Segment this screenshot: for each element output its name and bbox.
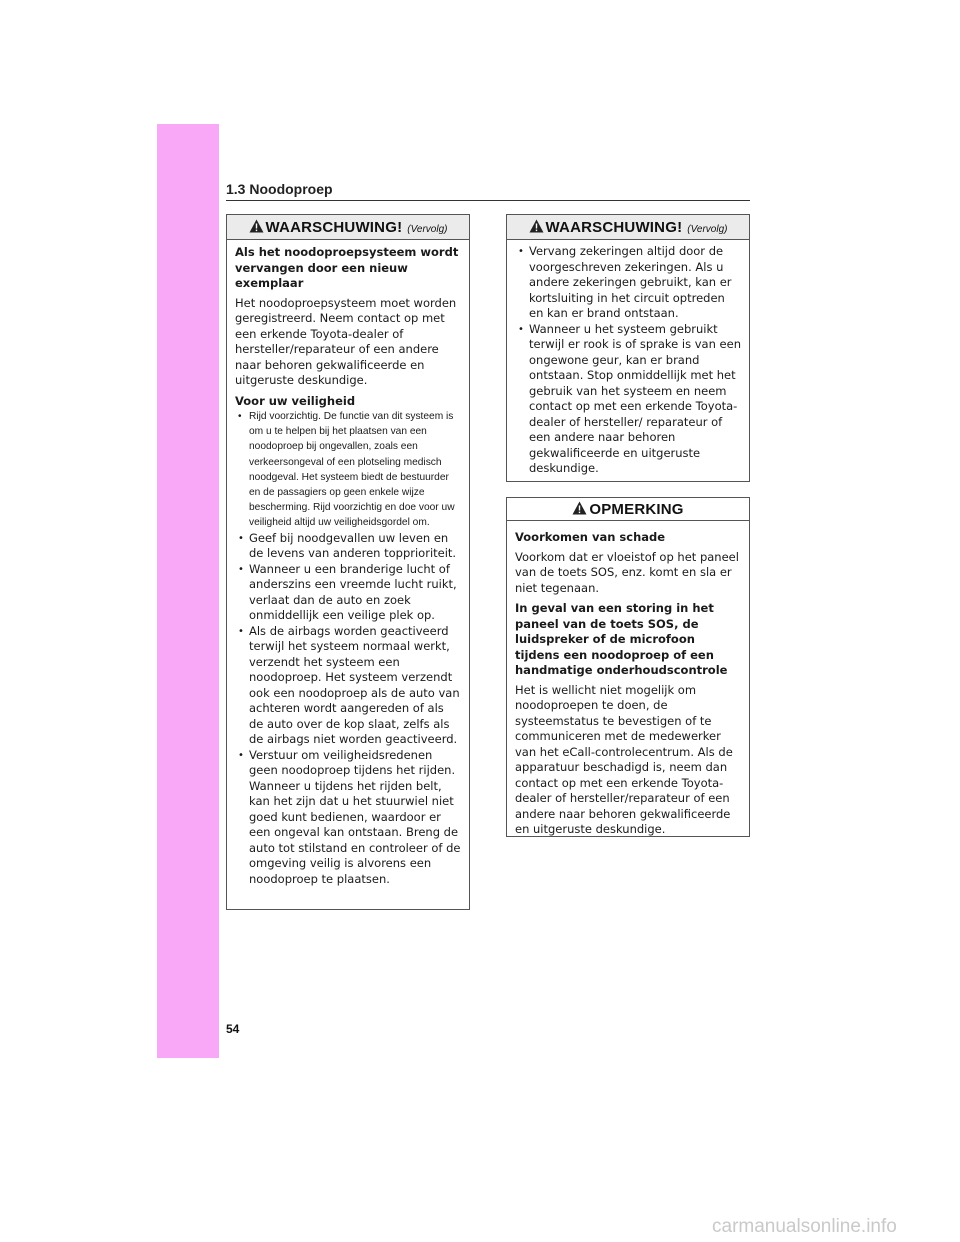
subheading: Voorkomen van schade: [515, 530, 666, 544]
subheading: Voor uw veiligheid: [235, 393, 356, 408]
list-item: • Vervang zekeringen altijd door de voorgeschreven zekeringen. Als u andere zekeringen gebruikt, kan er kortsluiting in het circuit optreden en kan er brand ontstaan.: [515, 244, 741, 322]
list-item: • Verstuur om veiligheidsredenen geen noodoproep tijdens het rijden. Wanneer u tijdens het rijden belt, kan het zijn dat u het stuurwiel niet goed kunt bedienen, waardoor er een ongeval kan ontstaan. Breng de auto tot stilstand en controleer of de omgeving veilig is alvorens een noodoproep te plaatsen.: [235, 748, 461, 888]
warning-icon: [249, 218, 264, 237]
warning-title: WAARSCHUWING!: [545, 218, 683, 236]
header-divider: [226, 200, 750, 201]
warning-body: [227, 240, 469, 893]
continued-label: (Vervolg): [687, 224, 728, 235]
notice-body: [507, 521, 749, 849]
paragraph: Het noodoproepsysteem moet worden geregistreerd. Neem contact op met een erkende Toyota-dealer of hersteller/reparateur of een andere naar behoren gekwalificeerde en uitgeruste deskundige.: [235, 295, 457, 387]
list-item: • Geef bij noodgevallen uw leven en de levens van anderen topprioriteit.: [235, 531, 461, 562]
section-header: 1.3 Noodoproep: [226, 181, 333, 197]
warning-box-right: [506, 214, 750, 482]
page-number: 54: [226, 1022, 240, 1036]
continued-label: (Vervolg): [407, 224, 448, 235]
list-item: • Als de airbags worden geactiveerd terwijl het systeem normaal werkt, verzendt het systeem een noodoproep. Het systeem verzendt ook een noodoproep als de auto van achteren wordt aangereden of als de auto over de kop slaat, zelfs als de airbags niet worden geactiveerd.: [235, 624, 461, 748]
warning-header: [507, 215, 749, 240]
section-tab: [157, 124, 219, 1058]
notice-header: [507, 498, 749, 521]
notice-box: [506, 497, 750, 837]
list-item: • Wanneer u het systeem gebruikt terwijl er rook is of sprake is van een ongewone geur, kan er brand ontstaan. Stop onmiddellijk met het gebruik van het systeem en neem contact op met een erkende Toyota-dealer of hersteller/ reparateur of een andere naar behoren gekwalificeerde en uitgeruste deskundige.: [515, 322, 741, 477]
warning-icon: [529, 218, 544, 237]
paragraph: Voorkom dat er vloeistof op het paneel van de toets SOS, enz. komt en sla er niet tegenaan.: [515, 549, 739, 595]
warning-box-left: [226, 214, 470, 910]
warning-body: [507, 240, 749, 483]
bullet-list-small: [235, 409, 461, 531]
subheading: Als het noodoproepsysteem wordt vervangen door een nieuw exemplaar: [235, 245, 459, 290]
warning-title: WAARSCHUWING!: [265, 218, 403, 236]
list-item: • Wanneer u een branderige lucht of anderszins een vreemde lucht ruikt, verlaat dan de auto en zoek onmiddellijk een veilige plek op.: [235, 562, 461, 624]
watermark: carmanualsonline.info: [712, 1216, 897, 1237]
warning-header: [227, 215, 469, 240]
notice-title: OPMERKING: [589, 500, 684, 518]
bullet-list: [235, 531, 461, 888]
notice-icon: [572, 500, 587, 519]
list-item: • Rijd voorzichtig. De functie van dit systeem is om u te helpen bij het plaatsen van een noodoproep bij ongevallen, zoals een verkeersongeval of een plotseling medisch noodgeval. Het systeem biedt de bestuurder en de passagiers op geen enkele wijze bescherming. Rijd voorzichtig en doe voor uw veiligheid altijd uw veiligheidsgordel om.: [235, 409, 461, 531]
bullet-list: [515, 244, 741, 477]
subheading: In geval van een storing in het paneel van de toets SOS, de luidspreker of de microfoon tijdens een noodoproep of een handmatige onderhoudscontrole: [515, 601, 728, 677]
paragraph: Het is wellicht niet mogelijk om noodoproepen te doen, de systeemstatus te bevestigen of te communiceren met de medewerker van het eCall-controlecentrum. Als de apparatuur beschadigd is, neem dan contact op met een erkende Toyota-dealer of hersteller/reparateur of een andere naar behoren gekwalificeerde en uitgeruste deskundige.: [515, 682, 733, 836]
